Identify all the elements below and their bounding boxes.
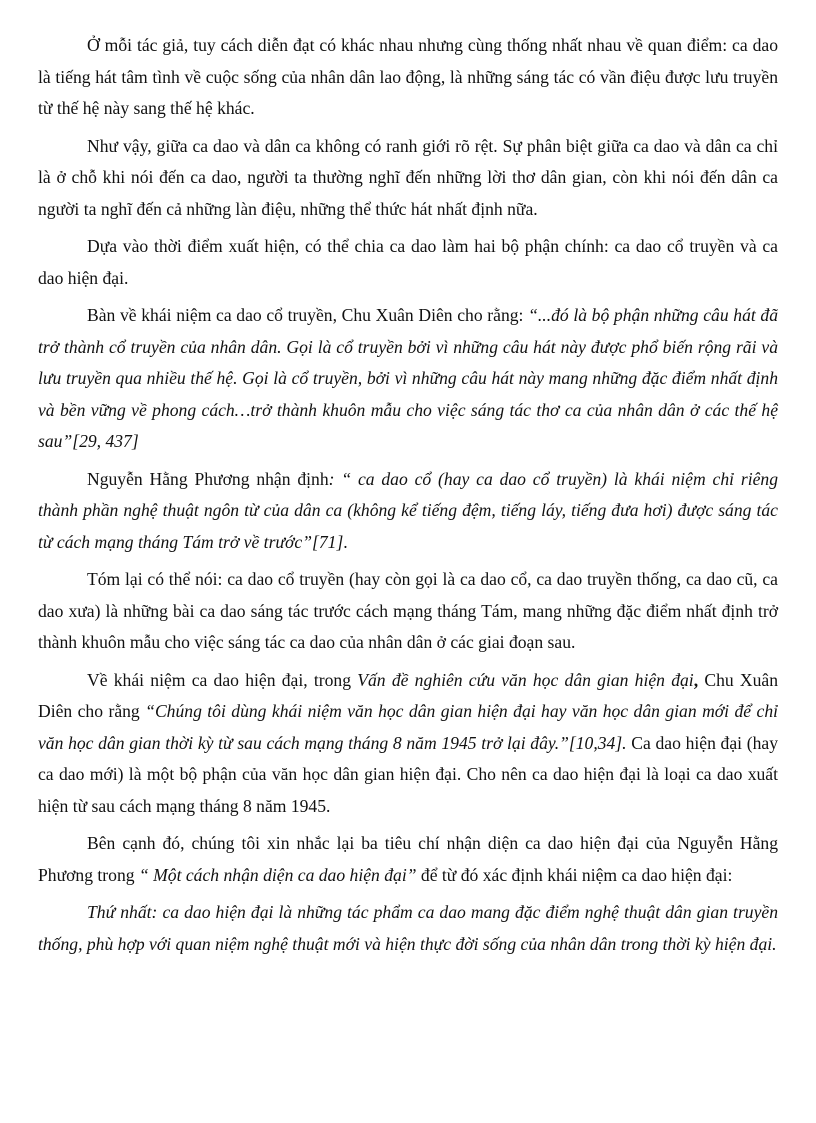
- book-title: Vấn đề nghiên cứu văn học dân gian hiện đại: [357, 669, 694, 690]
- quoted-definition: : “ ca dao cổ (hay ca dao cổ truyền) là khái niệm chỉ riêng thành phần nghệ thuật ngôn từ của dân ca (không kể tiếng đệm, tiếng láy, tiếng đưa hơi) được sáng tác từ cách mạng tháng Tám trở về trước”[71]: [38, 468, 778, 552]
- document-page: [38, 30, 778, 966]
- paragraph-tail-text: .: [343, 531, 348, 552]
- quoted-definition: “Chúng tôi dùng khái niệm văn học dân gian hiện đại hay văn học dân gian mới để chỉ văn học dân gian thời kỳ từ sau cách mạng tháng 8 năm 1945 trở lại đây.”[10,34].: [38, 701, 779, 753]
- paragraph-lead-text: Nguyễn Hằng Phương nhận định: [87, 468, 329, 489]
- paragraph-nguyen-hang-phuong-definition: [38, 464, 778, 559]
- paragraph-classification: Dựa vào thời điểm xuất hiện, có thể chia ca dao làm hai bộ phận chính: ca dao cổ truyền và ca dao hiện đại.: [38, 236, 778, 288]
- bold-comma: ,: [693, 669, 699, 690]
- paragraph-mid-text: Chu Xuân Diên cho rằng: [38, 669, 779, 721]
- paragraph-chu-xuan-dien-definition: [38, 300, 778, 458]
- paragraph-tail-text: để từ đó xác định khái niệm ca dao hiện đại:: [416, 864, 733, 885]
- paragraph-criterion-one: Thứ nhất: ca dao hiện đại là những tác phẩm ca dao mang đặc điểm nghệ thuật dân gian truyền thống, phù hợp với quan niệm nghệ thuật mới và hiện thực đời sống của nhân dân trong thời kỳ hiện đại.: [38, 902, 778, 954]
- paragraph-criteria-intro: [38, 828, 778, 891]
- article-title: “ Một cách nhận diện ca dao hiện đại”: [138, 864, 417, 885]
- paragraph-ca-dao-vs-dan-ca: Như vậy, giữa ca dao và dân ca không có ranh giới rõ rệt. Sự phân biệt giữa ca dao và dân ca chỉ là ở chỗ khi nói đến ca dao, người ta thường nghĩ đến những lời thơ dân gian, còn khi nói đến dân ca người ta nghĩ đến cả những làn điệu, những thể thức hát nhất định nữa.: [38, 135, 778, 219]
- paragraph-ca-dao-hien-dai: [38, 665, 778, 823]
- paragraph-opinion-summary: Ở mỗi tác giả, tuy cách diễn đạt có khác nhau nhưng cùng thống nhất nhau về quan điểm: ca dao là tiếng hát tâm tình về cuộc sống của nhân dân lao động, là những sáng tác có vần điệu được lưu truyền từ thế hệ này sang thế hệ khác.: [38, 35, 778, 118]
- quoted-definition: “...đó là bộ phận những câu hát đã trở thành cổ truyền của nhân dân. Gọi là cổ truyền bởi vì những câu hát này được phổ biến rộng rãi và lưu truyền qua nhiều thế hệ. Gọi là cổ truyền, bởi vì những câu hát này mang những đặc điểm nhất định và bền vững về phong cách…trở thành khuôn mẫu cho việc sáng tác thơ ca của nhân dân ở các thế hệ sau”[29, 437]: [38, 305, 778, 451]
- paragraph-lead-text: Bên cạnh đó, chúng tôi xin nhắc lại ba tiêu chí nhận diện ca dao hiện đại của Nguyễn Hằng Phương trong: [38, 833, 778, 885]
- paragraph-tail-text: Ca dao hiện đại (hay ca dao mới) là một bộ phận của văn học dân gian hiện đại. Cho nên ca dao hiện đại là loại ca dao xuất hiện từ sau cách mạng tháng 8 năm 1945.: [38, 732, 778, 816]
- paragraph-lead-text: Về khái niệm ca dao hiện đại, trong: [87, 669, 358, 690]
- paragraph-lead-text: Bàn về khái niệm ca dao cổ truyền, Chu Xuân Diên cho rằng:: [87, 305, 529, 325]
- paragraph-conclusion-co-truyen: Tóm lại có thể nói: ca dao cổ truyền (hay còn gọi là ca dao cổ, ca dao truyền thống, ca dao cũ, ca dao xưa) là những bài ca dao sáng tác trước cách mạng tháng Tám, mang những đặc điểm nhất định trở thành khuôn mẫu cho việc sáng tác ca dao của nhân dân ở các giai đoạn sau.: [38, 569, 778, 652]
